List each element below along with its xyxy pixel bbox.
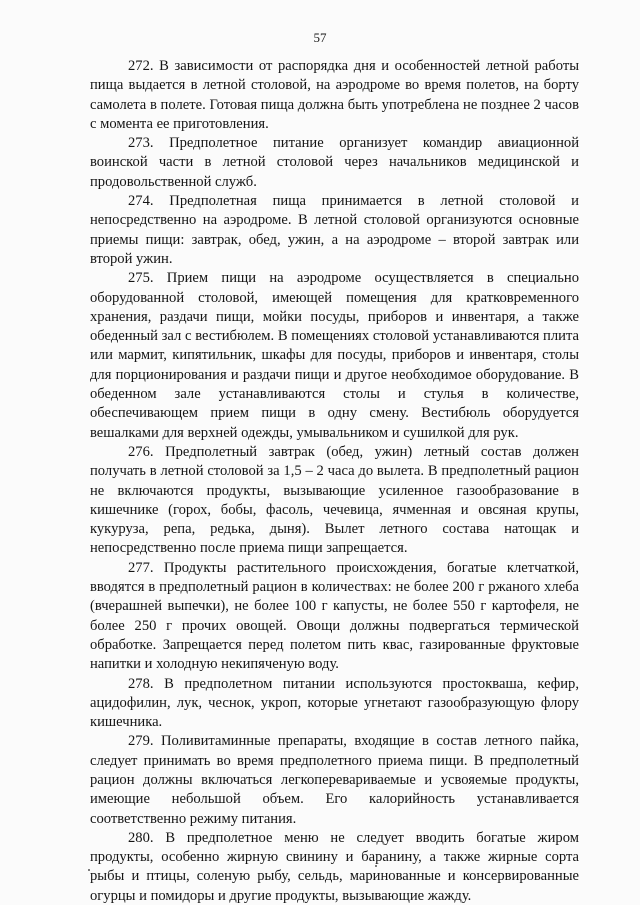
page-number: 57 [313,30,327,45]
paragraph-279: 279. Поливитаминные препараты, входящие в состав летного пайка, следует принимать во время предполетного приема пищи. В предполетный рацион должны включаться легкоперевариваемые и усвояемые продукты, имеющие небольшой объем. Его калорийность устанавливается соответственно режиму питания. [90,733,579,827]
paragraph-272: 272. В зависимости от распорядка дня и особенностей летной работы пища выдается в летной столовой, на аэродроме во время полетов, на борту самолета в полете. Готовая пища должна быть употреблена не позднее 2 часов с момента ее приготовления. [90,58,579,132]
paragraph-280: 280. В предполетное меню не следует вводить богатые жиром продукты, особенно жирную свинину и баранину, а также жирные сорта рыбы и птицы, соленую рыбу, сельдь, маринованные и консервированные огурцы и помидоры и другие продукты, вызывающие жажду. [90,829,579,904]
paragraph-275: 275. Прием пищи на аэродроме осуществляется в специально оборудованной столовой, имеющей помещения для кратковременного хранения, раздачи пищи, мойки посуды, приборов и инвентаря, а также обеденный зал с вестибюлем. В помещениях столовой устанавливаются плита или мармит, кипятильник, шкафы для посуды, приборов и инвентаря, столы для порционирования и раздачи пищи и другое необходимое оборудование. В обеденном зале устанавливаются столы и стулья в количестве, обеспечивающем прием пищи в одну смену. Вестибюль оборудуется вешалками для верхней одежды, умывальником и сушилкой для рук. [90,270,579,441]
paragraph-273: 273. Предполетное питание организует командир авиационной воинской части в летной столовой через начальников медицинской и продовольственной служб. [90,135,579,190]
paragraph-274: 274. Предполетная пища принимается в летной столовой и непосредственно на аэродроме. В летной столовой организуются основные приемы пищи: завтрак, обед, ужин, а на аэродроме – второй завтрак или второй ужин. [90,193,579,267]
scan-speck [375,865,377,867]
paragraph-277: 277. Продукты растительного происхождения, богатые клетчаткой, вводятся в предполетный рацион в количествах: не более 200 г ржаного хлеба (вчерашней выпечки), не более 100 г капусты, не более 550 г картофеля, не более 250 г прочих овощей. Овощи должны подвергаться термической обработке. Запрещается перед полетом пить квас, газированные фруктовые напитки и холодную некипяченую воду. [90,559,579,673]
paragraph-276: 276. Предполетный завтрак (обед, ужин) летный состав должен получать в летной столовой за 1,5 – 2 часа до вылета. В предполетный рацион не включаются продукты, вызывающие усиленное газообразование в кишечнике (горох, бобы, фасоль, чечевица, ячменная и овсяная крупы, кукуруза, репа, редька, дыня). Вылет летного состава натощак и непосредственно после приема пищи запрещается. [90,443,579,557]
scan-speck [88,869,90,871]
paragraph-278: 278. В предполетном питании используются простокваша, кефир, ацидофилин, лук, чеснок, укроп, которые угнетают газообразующую флору кишечника. [90,675,579,731]
document-body [90,57,579,906]
